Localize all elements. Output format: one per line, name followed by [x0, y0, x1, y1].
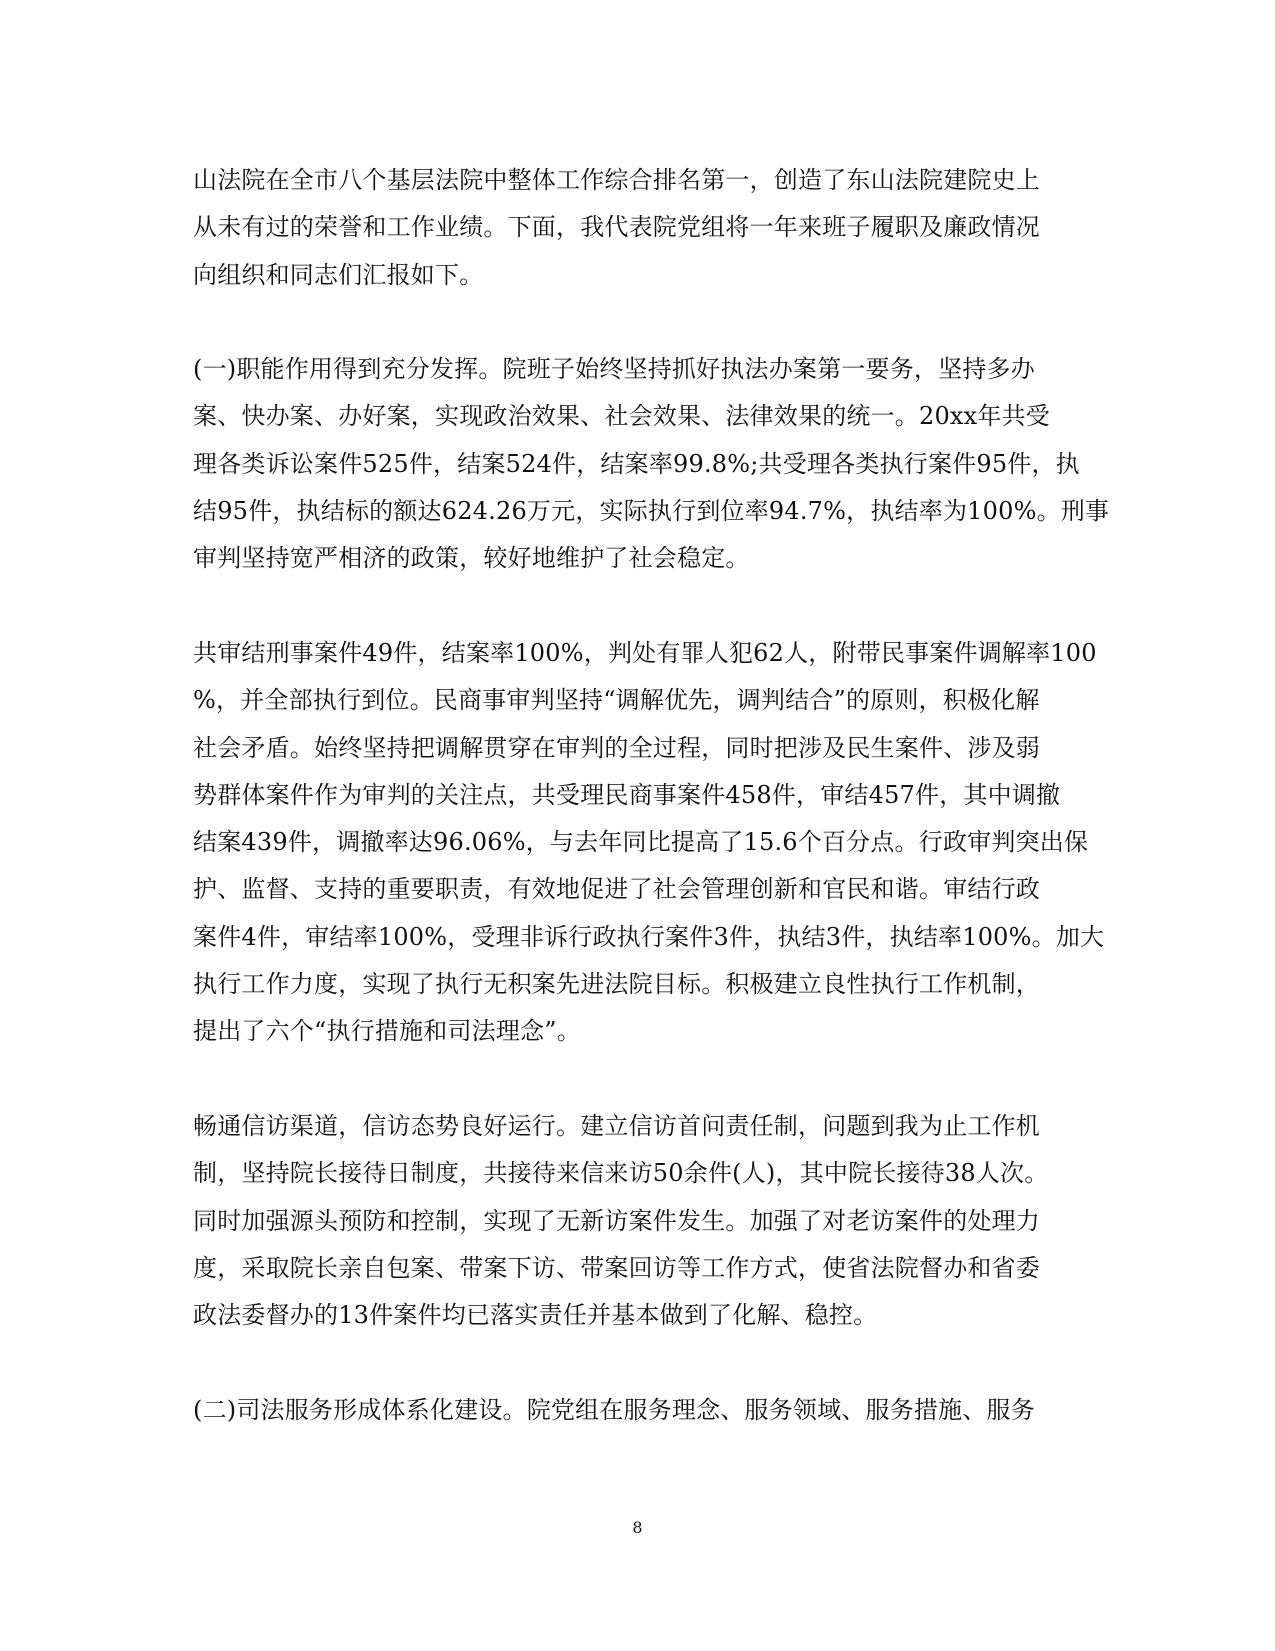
text-line: 结95件，执结标的额达624.26万元，实际执行到位率94.7%，执结率为100%。刑事 — [193, 497, 1110, 526]
text-line: 度，采取院长亲自包案、带案下访、带案回访等工作方式，使省法院督办和省委 — [193, 1253, 1040, 1282]
paragraph-gap — [193, 583, 1073, 630]
paragraph-gap — [193, 1339, 1073, 1386]
paragraph — [193, 1387, 1073, 1434]
text-line: 畅通信访渠道，信访态势良好运行。建立信访首问责任制，问题到我为止工作机 — [193, 1111, 1040, 1140]
text-line: 从未有过的荣誉和工作业绩。下面，我代表院党组将一年来班子履职及廉政情况 — [193, 213, 1040, 242]
text-line: 执行工作力度，实现了执行无积案先进法院目标。积极建立良性执行工作机制， — [193, 970, 1040, 999]
text-line: 政法委督办的13件案件均已落实责任并基本做到了化解、稳控。 — [193, 1301, 878, 1330]
text-line: 山法院在全市八个基层法院中整体工作综合排名第一，创造了东山法院建院史上 — [193, 166, 1040, 194]
text-line: 制，坚持院长接待日制度，共接待来信来访50余件(人)，其中院长接待38人次。 — [193, 1159, 1049, 1188]
text-line: 护、监督、支持的重要职责，有效地促进了社会管理创新和官民和谐。审结行政 — [193, 875, 1040, 904]
text-line: 案件4件，审结率100%，受理非诉行政执行案件3件，执结3件，执结率100%。加大 — [193, 922, 1105, 951]
paragraph-gap — [193, 299, 1073, 346]
document-body — [193, 157, 1110, 1434]
text-line: 同时加强源头预防和控制，实现了无新访案件发生。加强了对老访案件的处理力 — [193, 1206, 1040, 1235]
paragraph — [193, 157, 1073, 299]
text-line: (一)职能作用得到充分发挥。院班子始终坚持抓好执法办案第一要务，坚持多办 — [193, 355, 1035, 384]
page-number: 8 — [632, 1518, 643, 1537]
text-line: 理各类诉讼案件525件，结案524件，结案率99.8%;共受理各类执行案件95件，执 — [193, 449, 1080, 478]
text-line: 社会矛盾。始终坚持把调解贯穿在审判的全过程，同时把涉及民生案件、涉及弱 — [193, 733, 1040, 762]
text-line: 向组织和同志们汇报如下。 — [193, 260, 484, 289]
text-line: 结案439件，调撤率达96.06%，与去年同比提高了15.6个百分点。行政审判突出保 — [193, 828, 1089, 857]
paragraph — [193, 630, 1105, 1056]
text-line: 案、快办案、办好案，实现政治效果、社会效果、法律效果的统一。20xx年共受 — [193, 402, 1051, 431]
paragraph — [193, 1103, 1073, 1339]
text-line: 提出了六个“执行措施和司法理念”。 — [193, 1017, 581, 1046]
paragraph — [193, 346, 1110, 582]
text-line: 共审结刑事案件49件，结案率100%，判处有罪人犯62人，附带民事案件调解率100 — [193, 638, 1097, 667]
text-line: 势群体案件作为审判的关注点，共受理民商事案件458件，审结457件，其中调撤 — [193, 780, 1061, 809]
paragraph-gap — [193, 1056, 1073, 1103]
text-line: 审判坚持宽严相济的政策，较好地维护了社会稳定。 — [193, 544, 750, 573]
text-line: %，并全部执行到位。民商事审判坚持“调解优先，调判结合”的原则，积极化解 — [193, 686, 1040, 715]
text-line: (二)司法服务形成体系化建设。院党组在服务理念、服务领域、服务措施、服务 — [193, 1395, 1035, 1424]
